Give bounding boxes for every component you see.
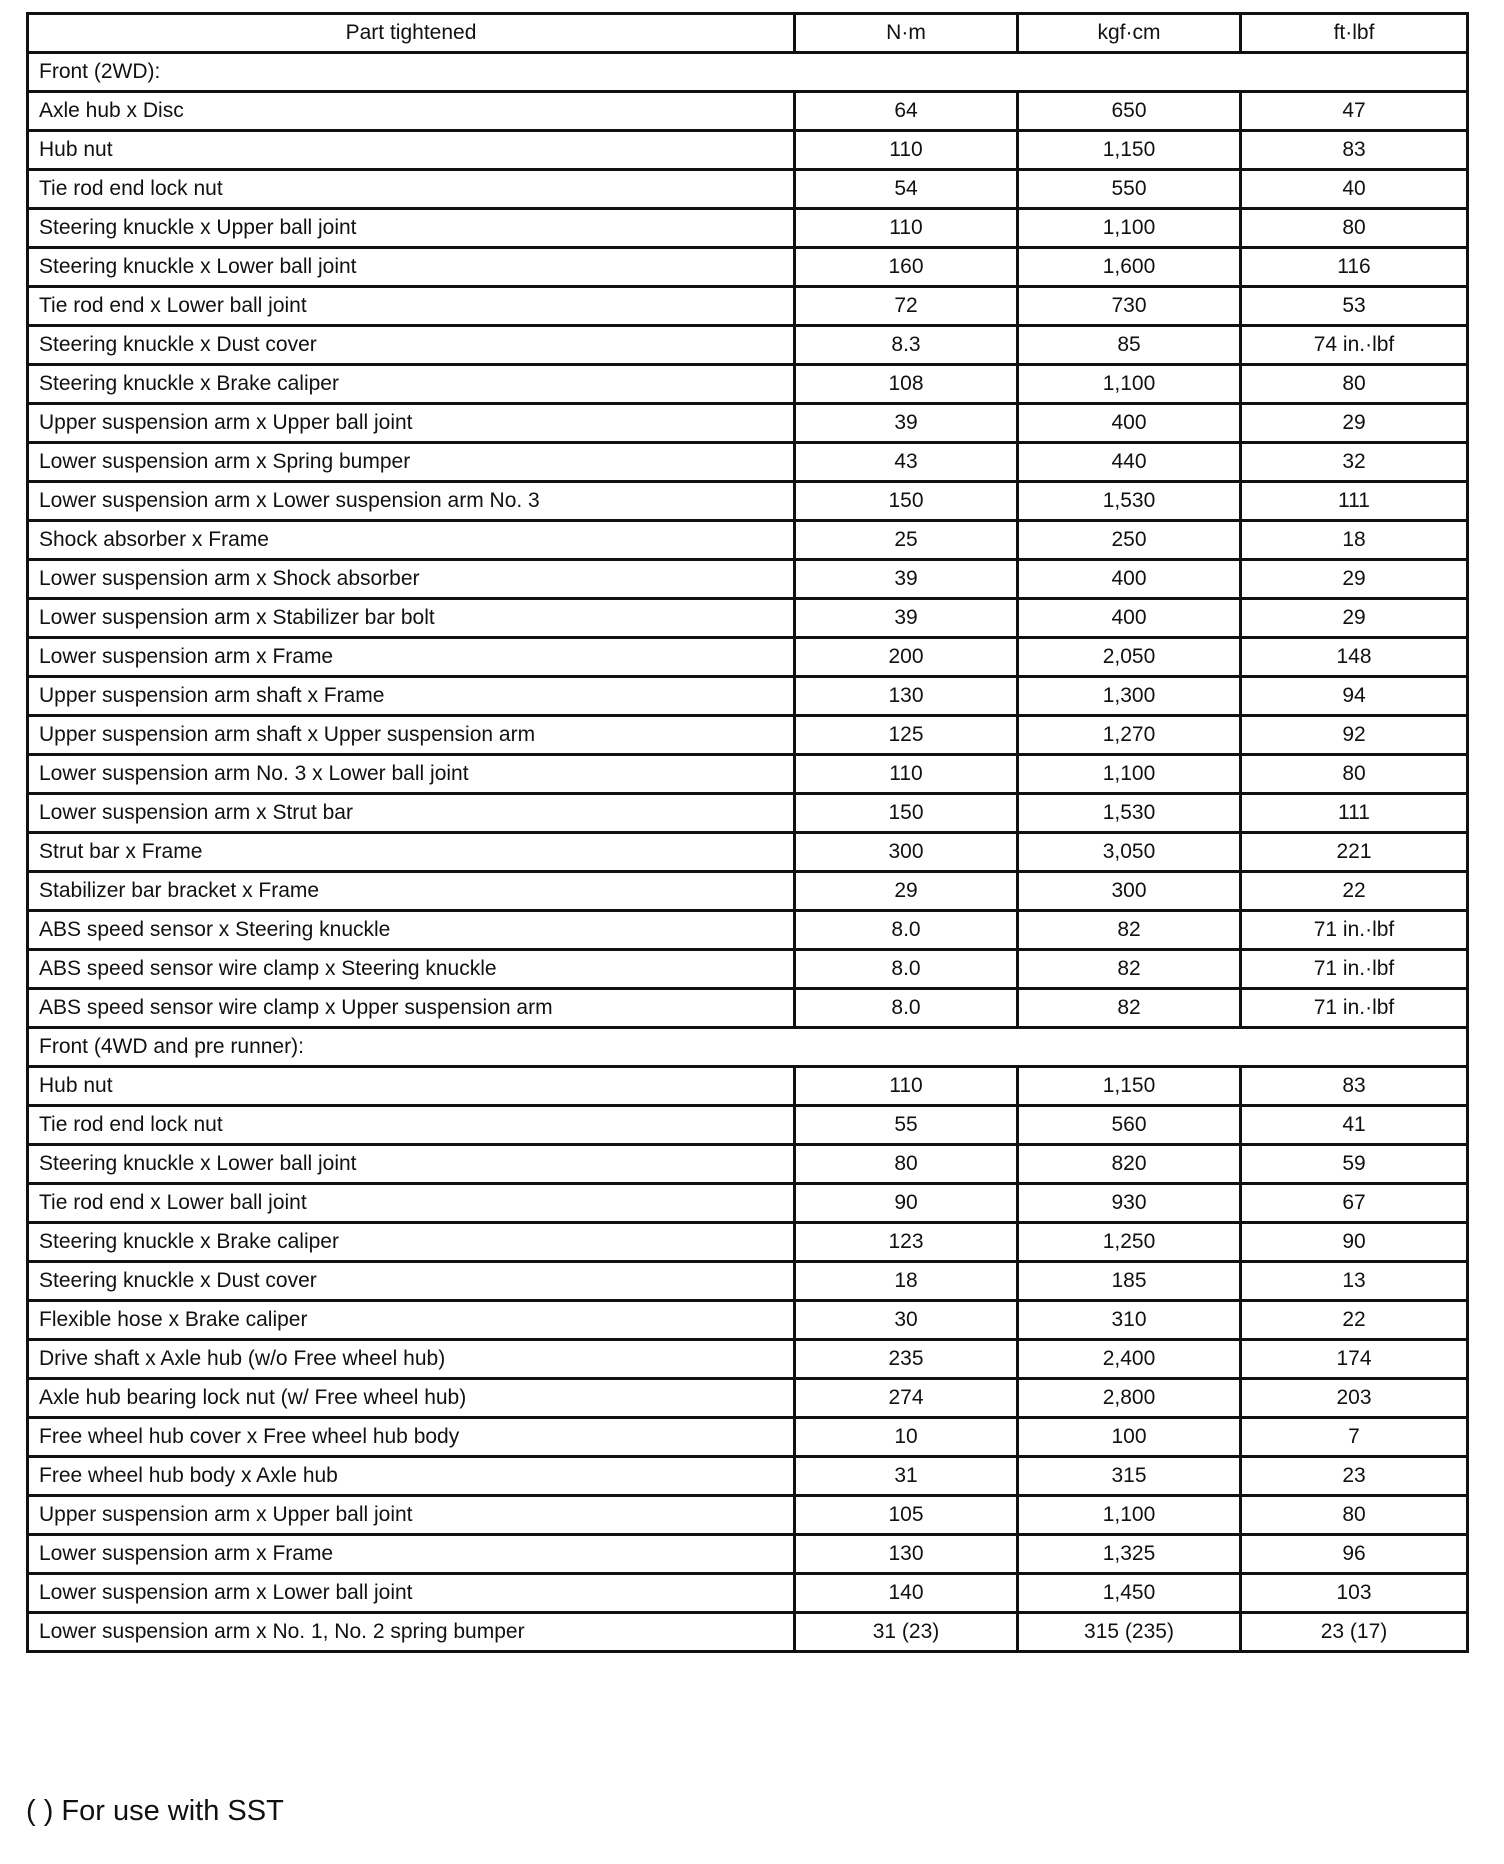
ft-cell: 59: [1241, 1145, 1468, 1184]
part-cell: Hub nut: [28, 1067, 795, 1106]
ft-cell: 23: [1241, 1457, 1468, 1496]
ft-cell: 80: [1241, 755, 1468, 794]
table-row: [28, 287, 1468, 326]
kgf-cell: 1,100: [1018, 365, 1241, 404]
kgf-cell: 1,530: [1018, 482, 1241, 521]
nm-cell: 54: [795, 170, 1018, 209]
part-cell: Tie rod end x Lower ball joint: [28, 1184, 795, 1223]
table-body: [28, 53, 1468, 1652]
part-cell: Drive shaft x Axle hub (w/o Free wheel hub): [28, 1340, 795, 1379]
ft-cell: 148: [1241, 638, 1468, 677]
nm-cell: 130: [795, 1535, 1018, 1574]
kgf-cell: 2,800: [1018, 1379, 1241, 1418]
part-cell: Tie rod end lock nut: [28, 1106, 795, 1145]
kgf-cell: 550: [1018, 170, 1241, 209]
kgf-cell: 310: [1018, 1301, 1241, 1340]
part-cell: Free wheel hub body x Axle hub: [28, 1457, 795, 1496]
ft-cell: 47: [1241, 92, 1468, 131]
kgf-cell: 400: [1018, 599, 1241, 638]
table-row: [28, 404, 1468, 443]
kgf-cell: 1,530: [1018, 794, 1241, 833]
table-row: [28, 209, 1468, 248]
ft-cell: 71 in.·lbf: [1241, 911, 1468, 950]
nm-cell: 39: [795, 404, 1018, 443]
nm-cell: 8.0: [795, 911, 1018, 950]
nm-cell: 235: [795, 1340, 1018, 1379]
table-row: [28, 833, 1468, 872]
part-cell: Steering knuckle x Lower ball joint: [28, 248, 795, 287]
table-row: [28, 911, 1468, 950]
part-cell: Lower suspension arm x Frame: [28, 1535, 795, 1574]
table-row: [28, 92, 1468, 131]
table-row: [28, 989, 1468, 1028]
nm-cell: 200: [795, 638, 1018, 677]
table-row: [28, 1340, 1468, 1379]
ft-cell: 92: [1241, 716, 1468, 755]
nm-cell: 110: [795, 131, 1018, 170]
kgf-cell: 2,400: [1018, 1340, 1241, 1379]
kgf-cell: 650: [1018, 92, 1241, 131]
ft-cell: 18: [1241, 521, 1468, 560]
table-row: [28, 443, 1468, 482]
part-cell: Upper suspension arm x Upper ball joint: [28, 404, 795, 443]
part-cell: Steering knuckle x Lower ball joint: [28, 1145, 795, 1184]
part-cell: Lower suspension arm No. 3 x Lower ball joint: [28, 755, 795, 794]
table-row: [28, 716, 1468, 755]
kgf-cell: 185: [1018, 1262, 1241, 1301]
table-row: [28, 521, 1468, 560]
nm-cell: 160: [795, 248, 1018, 287]
nm-cell: 25: [795, 521, 1018, 560]
header-row: [28, 14, 1468, 53]
nm-cell: 8.3: [795, 326, 1018, 365]
nm-cell: 39: [795, 560, 1018, 599]
part-cell: Steering knuckle x Upper ball joint: [28, 209, 795, 248]
kgf-cell: 1,100: [1018, 209, 1241, 248]
kgf-cell: 820: [1018, 1145, 1241, 1184]
part-cell: Upper suspension arm x Upper ball joint: [28, 1496, 795, 1535]
ft-cell: 90: [1241, 1223, 1468, 1262]
ft-cell: 23 (17): [1241, 1613, 1468, 1652]
table-row: [28, 950, 1468, 989]
part-cell: Flexible hose x Brake caliper: [28, 1301, 795, 1340]
part-cell: Lower suspension arm x Strut bar: [28, 794, 795, 833]
ft-cell: 29: [1241, 560, 1468, 599]
nm-cell: 274: [795, 1379, 1018, 1418]
ft-cell: 80: [1241, 209, 1468, 248]
part-cell: Steering knuckle x Brake caliper: [28, 1223, 795, 1262]
footnote: ( ) For use with SST: [26, 1795, 284, 1827]
part-cell: Lower suspension arm x Lower suspension arm No. 3: [28, 482, 795, 521]
table-row: [28, 1457, 1468, 1496]
kgf-cell: 730: [1018, 287, 1241, 326]
nm-cell: 43: [795, 443, 1018, 482]
part-cell: Hub nut: [28, 131, 795, 170]
kgf-cell: 1,300: [1018, 677, 1241, 716]
table-row: [28, 326, 1468, 365]
table-row: [28, 794, 1468, 833]
table-row: [28, 1067, 1468, 1106]
ft-cell: 103: [1241, 1574, 1468, 1613]
ft-cell: 83: [1241, 131, 1468, 170]
section-title: Front (4WD and pre runner):: [28, 1028, 1468, 1067]
part-cell: Strut bar x Frame: [28, 833, 795, 872]
part-cell: Free wheel hub cover x Free wheel hub body: [28, 1418, 795, 1457]
part-cell: Steering knuckle x Brake caliper: [28, 365, 795, 404]
kgf-cell: 1,100: [1018, 755, 1241, 794]
kgf-cell: 82: [1018, 911, 1241, 950]
ft-cell: 116: [1241, 248, 1468, 287]
part-cell: Lower suspension arm x Lower ball joint: [28, 1574, 795, 1613]
ft-cell: 80: [1241, 365, 1468, 404]
nm-cell: 29: [795, 872, 1018, 911]
nm-cell: 31 (23): [795, 1613, 1018, 1652]
part-cell: ABS speed sensor wire clamp x Upper suspension arm: [28, 989, 795, 1028]
section-title: Front (2WD):: [28, 53, 1468, 92]
part-cell: Tie rod end lock nut: [28, 170, 795, 209]
nm-cell: 31: [795, 1457, 1018, 1496]
ft-cell: 111: [1241, 794, 1468, 833]
table-row: [28, 1379, 1468, 1418]
part-cell: Shock absorber x Frame: [28, 521, 795, 560]
part-cell: Lower suspension arm x Frame: [28, 638, 795, 677]
header-nm: N·m: [795, 14, 1018, 53]
ft-cell: 80: [1241, 1496, 1468, 1535]
kgf-cell: 930: [1018, 1184, 1241, 1223]
nm-cell: 8.0: [795, 989, 1018, 1028]
table-row: [28, 248, 1468, 287]
ft-cell: 94: [1241, 677, 1468, 716]
table-row: [28, 677, 1468, 716]
nm-cell: 39: [795, 599, 1018, 638]
part-cell: Stabilizer bar bracket x Frame: [28, 872, 795, 911]
nm-cell: 130: [795, 677, 1018, 716]
header-ft: ft·lbf: [1241, 14, 1468, 53]
nm-cell: 10: [795, 1418, 1018, 1457]
kgf-cell: 82: [1018, 950, 1241, 989]
nm-cell: 108: [795, 365, 1018, 404]
kgf-cell: 85: [1018, 326, 1241, 365]
kgf-cell: 1,150: [1018, 1067, 1241, 1106]
kgf-cell: 1,325: [1018, 1535, 1241, 1574]
table-row: [28, 131, 1468, 170]
kgf-cell: 300: [1018, 872, 1241, 911]
ft-cell: 13: [1241, 1262, 1468, 1301]
table-row: [28, 1496, 1468, 1535]
ft-cell: 74 in.·lbf: [1241, 326, 1468, 365]
nm-cell: 150: [795, 482, 1018, 521]
table-row: [28, 1574, 1468, 1613]
kgf-cell: 3,050: [1018, 833, 1241, 872]
ft-cell: 29: [1241, 599, 1468, 638]
part-cell: Lower suspension arm x Spring bumper: [28, 443, 795, 482]
part-cell: Upper suspension arm shaft x Frame: [28, 677, 795, 716]
ft-cell: 174: [1241, 1340, 1468, 1379]
ft-cell: 96: [1241, 1535, 1468, 1574]
nm-cell: 64: [795, 92, 1018, 131]
part-cell: Lower suspension arm x Stabilizer bar bolt: [28, 599, 795, 638]
section-header-row: [28, 1028, 1468, 1067]
nm-cell: 110: [795, 209, 1018, 248]
table-row: [28, 1613, 1468, 1652]
ft-cell: 71 in.·lbf: [1241, 989, 1468, 1028]
nm-cell: 8.0: [795, 950, 1018, 989]
part-cell: Lower suspension arm x No. 1, No. 2 spring bumper: [28, 1613, 795, 1652]
kgf-cell: 400: [1018, 404, 1241, 443]
torque-spec-table: [26, 12, 1469, 1653]
part-cell: Lower suspension arm x Shock absorber: [28, 560, 795, 599]
table-row: [28, 1184, 1468, 1223]
kgf-cell: 250: [1018, 521, 1241, 560]
table-row: [28, 872, 1468, 911]
table-row: [28, 560, 1468, 599]
ft-cell: 221: [1241, 833, 1468, 872]
table-row: [28, 1301, 1468, 1340]
ft-cell: 67: [1241, 1184, 1468, 1223]
table-row: [28, 1223, 1468, 1262]
kgf-cell: 100: [1018, 1418, 1241, 1457]
nm-cell: 90: [795, 1184, 1018, 1223]
kgf-cell: 1,150: [1018, 131, 1241, 170]
kgf-cell: 315: [1018, 1457, 1241, 1496]
part-cell: ABS speed sensor x Steering knuckle: [28, 911, 795, 950]
nm-cell: 123: [795, 1223, 1018, 1262]
nm-cell: 125: [795, 716, 1018, 755]
kgf-cell: 82: [1018, 989, 1241, 1028]
part-cell: Axle hub bearing lock nut (w/ Free wheel hub): [28, 1379, 795, 1418]
table-row: [28, 1418, 1468, 1457]
kgf-cell: 2,050: [1018, 638, 1241, 677]
nm-cell: 150: [795, 794, 1018, 833]
kgf-cell: 315 (235): [1018, 1613, 1241, 1652]
part-cell: Steering knuckle x Dust cover: [28, 326, 795, 365]
ft-cell: 53: [1241, 287, 1468, 326]
header-part: Part tightened: [28, 14, 795, 53]
table-row: [28, 1106, 1468, 1145]
ft-cell: 203: [1241, 1379, 1468, 1418]
kgf-cell: 1,600: [1018, 248, 1241, 287]
nm-cell: 80: [795, 1145, 1018, 1184]
part-cell: Steering knuckle x Dust cover: [28, 1262, 795, 1301]
kgf-cell: 440: [1018, 443, 1241, 482]
kgf-cell: 560: [1018, 1106, 1241, 1145]
part-cell: Upper suspension arm shaft x Upper suspension arm: [28, 716, 795, 755]
nm-cell: 140: [795, 1574, 1018, 1613]
nm-cell: 110: [795, 1067, 1018, 1106]
nm-cell: 55: [795, 1106, 1018, 1145]
table-row: [28, 482, 1468, 521]
header-kgf: kgf·cm: [1018, 14, 1241, 53]
table-row: [28, 638, 1468, 677]
nm-cell: 300: [795, 833, 1018, 872]
table-row: [28, 755, 1468, 794]
part-cell: Axle hub x Disc: [28, 92, 795, 131]
ft-cell: 111: [1241, 482, 1468, 521]
ft-cell: 71 in.·lbf: [1241, 950, 1468, 989]
nm-cell: 110: [795, 755, 1018, 794]
table-row: [28, 1535, 1468, 1574]
part-cell: ABS speed sensor wire clamp x Steering knuckle: [28, 950, 795, 989]
kgf-cell: 1,100: [1018, 1496, 1241, 1535]
part-cell: Tie rod end x Lower ball joint: [28, 287, 795, 326]
ft-cell: 83: [1241, 1067, 1468, 1106]
nm-cell: 30: [795, 1301, 1018, 1340]
ft-cell: 32: [1241, 443, 1468, 482]
nm-cell: 105: [795, 1496, 1018, 1535]
nm-cell: 72: [795, 287, 1018, 326]
ft-cell: 29: [1241, 404, 1468, 443]
table-row: [28, 1262, 1468, 1301]
ft-cell: 7: [1241, 1418, 1468, 1457]
nm-cell: 18: [795, 1262, 1018, 1301]
table-row: [28, 170, 1468, 209]
kgf-cell: 1,250: [1018, 1223, 1241, 1262]
ft-cell: 41: [1241, 1106, 1468, 1145]
section-header-row: [28, 53, 1468, 92]
ft-cell: 22: [1241, 1301, 1468, 1340]
table-row: [28, 599, 1468, 638]
kgf-cell: 1,270: [1018, 716, 1241, 755]
ft-cell: 40: [1241, 170, 1468, 209]
kgf-cell: 400: [1018, 560, 1241, 599]
table-row: [28, 365, 1468, 404]
kgf-cell: 1,450: [1018, 1574, 1241, 1613]
table-row: [28, 1145, 1468, 1184]
ft-cell: 22: [1241, 872, 1468, 911]
